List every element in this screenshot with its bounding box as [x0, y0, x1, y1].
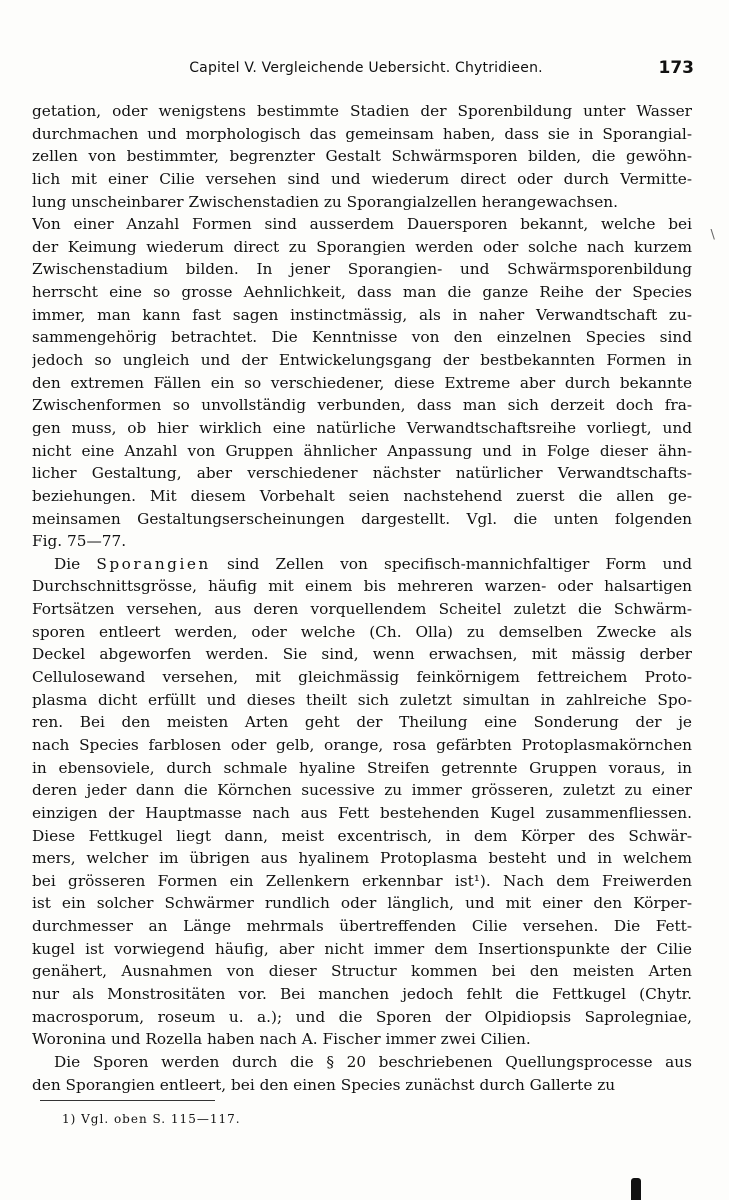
- text-line: sporen entleert werden, oder welche (Ch. Olla) zu demselben Zwecke als: [32, 622, 692, 641]
- text-line: licher Gestaltung, aber verschiedener nächster natürlicher Verwandtschafts-: [32, 464, 692, 483]
- text-line: bei grösseren Formen ein Zellenkern erkennbar ist¹). Nach dem Freiwerden: [32, 871, 692, 890]
- page-number: 173: [658, 58, 694, 78]
- text-line: getation, oder wenigstens bestimmte Stadien der Sporenbildung unter Wasser: [32, 102, 692, 120]
- text-line: ren. Bei den meisten Arten geht der Theilung eine Sonderung der je: [32, 713, 692, 732]
- text-line: jedoch so ungleich und der Entwickelungsgang der bestbekannten Formen in: [32, 351, 692, 370]
- text-line: lung unscheinbarer Zwischenstadien zu Sporangialzellen herangewachsen.: [32, 192, 619, 211]
- footnote: 1) Vgl. oben S. 115—117.: [62, 1112, 241, 1126]
- text-line: plasma dicht erfüllt und dieses theilt sich zuletzt simultan in zahlreiche Spo-: [32, 690, 692, 709]
- text-line: zellen von bestimmter, begrenzter Gestalt Schwärmsporen bilden, die gewöhn-: [32, 147, 692, 166]
- text-span: Die: [54, 554, 97, 573]
- text-line: Von einer Anzahl Formen sind ausserdem Dauersporen bekannt, welche bei: [32, 215, 692, 234]
- text-line: Fig. 75—77.: [32, 532, 127, 551]
- footnote-rule: [40, 1100, 215, 1101]
- text-span: sind Zellen von specifisch-mannichfaltiger Form und: [210, 554, 692, 573]
- text-line: Die Sporen werden durch die § 20 beschriebenen Quellungsprocesse aus: [54, 1052, 692, 1071]
- ink-mark: [631, 1178, 641, 1200]
- text-line: in ebensoviele, durch schmale hyaline Streifen getrennte Gruppen voraus, in: [32, 758, 692, 777]
- text-line: nach Species farblosen oder gelb, orange, rosa gefärbten Protoplasmakörnchen: [32, 735, 692, 754]
- text-line: Diese Fettkugel liegt dann, meist excentrisch, in dem Körper des Schwär-: [32, 826, 692, 845]
- text-line: beziehungen. Mit diesem Vorbehalt seien nachstehend zuerst die allen ge-: [32, 486, 692, 505]
- text-line: deren jeder dann die Körnchen sucessive zu immer grösseren, zuletzt zu einer: [32, 781, 692, 800]
- text-line: lich mit einer Cilie versehen sind und wiederum direct oder durch Vermitte-: [32, 169, 692, 188]
- text-line: einzigen der Hauptmasse nach aus Fett bestehenden Kugel zusammenfliessen.: [32, 803, 692, 822]
- text-line: Zwischenstadium bilden. In jener Sporangien- und Schwärmsporenbildung: [32, 260, 692, 279]
- text-line: den Sporangien entleert, bei den einen Species zunächst durch Gallerte zu: [32, 1075, 616, 1094]
- text-line: nur als Monstrositäten vor. Bei manchen jedoch fehlt die Fettkugel (Chytr.: [32, 984, 692, 1003]
- text-line: immer, man kann fast sagen instinctmässig, als in naher Verwandtschaft zu-: [32, 305, 692, 324]
- text-line: Zwischenformen so unvollständig verbunden, dass man sich derzeit doch fra-: [32, 396, 692, 415]
- text-line: durchmachen und morphologisch das gemeinsam haben, dass sie in Sporangial-: [32, 124, 692, 143]
- text-line: genähert, Ausnahmen von dieser Structur kommen bei den meisten Arten: [32, 962, 692, 981]
- text-line: der Keimung wiederum direct zu Sporangien werden oder solche nach kurzem: [32, 237, 692, 256]
- text-line: Fortsätzen versehen, aus deren vorquellendem Scheitel zuletzt die Schwärm-: [32, 600, 692, 619]
- text-line: gen muss, ob hier wirklich eine natürliche Verwandtschaftsreihe vorliegt, und: [32, 418, 692, 437]
- page-header: [36, 60, 696, 86]
- text-line: Cellulosewand versehen, mit gleichmässig feinkörnigem fettreichem Proto-: [32, 668, 692, 687]
- text-line: Deckel abgeworfen werden. Sie sind, wenn erwachsen, mit mässig derber: [32, 645, 692, 664]
- text-line: nicht eine Anzahl von Gruppen ähnlicher Anpassung und in Folge dieser ähn-: [32, 441, 692, 460]
- running-head: Capitel V. Vergleichende Uebersicht. Chytridieen.: [189, 60, 543, 76]
- text-line: Woronina und Rozella haben nach A. Fischer immer zwei Cilien.: [32, 1030, 531, 1049]
- text-line: herrscht eine so grosse Aehnlichkeit, dass man die ganze Reihe der Species: [32, 283, 692, 302]
- text-line: [32, 553, 692, 576]
- text-line: mers, welcher im übrigen aus hyalinem Protoplasma besteht und in welchem: [32, 849, 692, 868]
- text-line: meinsamen Gestaltungserscheinungen dargestellt. Vgl. die unten folgenden: [32, 509, 692, 528]
- margin-mark: ∖: [708, 228, 717, 243]
- text-line: durchmesser an Länge mehrmals übertreffenden Cilie versehen. Die Fett-: [32, 917, 692, 936]
- text-line: ist ein solcher Schwärmer rundlich oder länglich, und mit einer den Körper-: [32, 894, 692, 913]
- body-text: [32, 100, 692, 1096]
- emphasized-term: Sporangien: [96, 554, 211, 573]
- text-line: Durchschnittsgrösse, häufig mit einem bis mehreren warzen- oder halsartigen: [32, 577, 692, 596]
- text-line: macrosporum, roseum u. a.); und die Sporen der Olpidiopsis Saprolegniae,: [32, 1007, 692, 1026]
- text-line: den extremen Fällen ein so verschiedener, diese Extreme aber durch bekannte: [32, 373, 692, 392]
- text-line: kugel ist vorwiegend häufig, aber nicht immer dem Insertionspunkte der Cilie: [32, 939, 692, 958]
- text-line: sammengehörig betrachtet. Die Kenntnisse von den einzelnen Species sind: [32, 328, 692, 347]
